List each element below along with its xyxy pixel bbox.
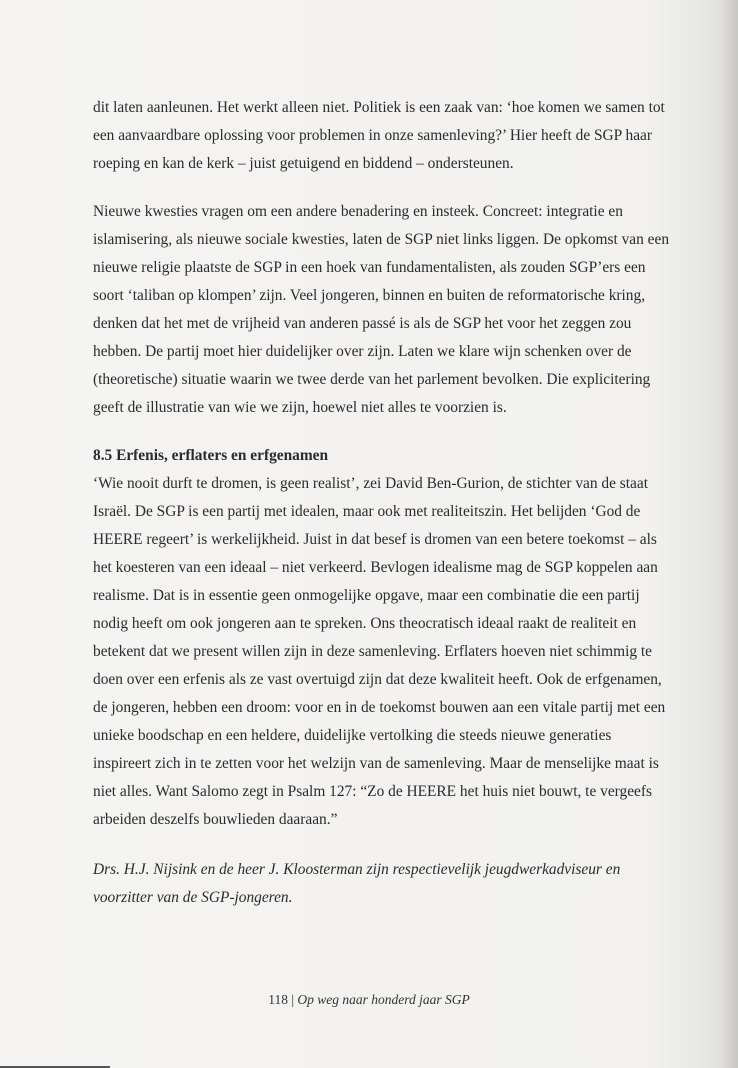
page-number: 118 <box>268 992 288 1007</box>
paragraph-intro: dit laten aanleunen. Het werkt alleen niet. Politiek is een zaak van: ‘hoe komen we samen tot een aanvaardbare oplossing voor problemen in onze samenleving?’ Hier heeft de SGP haar roeping en kan de kerk – juist getuigend en biddend – ondersteunen. <box>93 99 665 172</box>
author-credit: Drs. H.J. Nijsink en de heer J. Kloosterman zijn respectievelijk jeugdwerkadviseur en voorzitter van de SGP-jongeren. <box>93 861 621 906</box>
page-edge-shadow <box>720 0 738 1068</box>
section-body: ‘Wie nooit durft te dromen, is geen realist’, zei David Ben-Gurion, de stichter van de staat Israël. De SGP is een partij met idealen, maar ook met realiteitszin. Het belijden ‘God de HEERE regeert’ is werkelijkheid. Juist in dat besef is dromen van een betere toekomst – als het koesteren van een ideaal – niet verkeerd. Bevlogen idealisme mag de SGP koppelen aan realisme. Dat is in essentie geen onmogelijke opgave, maar een combinatie die een partij nodig heeft om ook jongeren aan te spreken. Ons theocratisch ideaal raakt de realiteit en betekent dat we present willen zijn in deze samenleving. Erflaters hoeven niet schimmig te doen over een erfenis als ze vast overtuigd zijn dat deze kwaliteit heeft. Ook de erfgenamen, de jongeren, hebben een droom: voor en in de toekomst bouwen aan een vitale partij met een unieke boodschap en een heldere, duidelijke vertolking die steeds nieuwe generaties inspireert zich in te zetten voor het welzijn van de samenleving. Maar de menselijke maat is niet alles. Want Salomo zegt in Psalm 127: “Zo de HEERE het huis niet bouwt, te vergeefs arbeiden deszelfs bouwlieden daaraan.” <box>93 475 666 828</box>
footer-separator: | <box>291 992 295 1007</box>
page-footer <box>0 992 738 1008</box>
paragraph-new-issues: Nieuwe kwesties vragen om een andere benadering en insteek. Concreet: integratie en islamisering, als nieuwe sociale kwesties, laten de SGP niet links liggen. De opkomst van een nieuwe religie plaatste de SGP in een hoek van fundamentalisten, als zouden SGP’ers een soort ‘taliban op klompen’ zijn. Veel jongeren, binnen en buiten de reformatorische kring, denken dat het met de vrijheid van anderen passé is als de SGP het voor het zeggen zou hebben. De partij moet hier duidelijker over zijn. Laten we klare wijn schenken over de (theoretische) situatie waarin we twee derde van het parlement bevolken. Die explicitering geeft de illustratie van wie we zijn, hoewel niet alles te voorzien is. <box>93 203 670 416</box>
section-heading: 8.5 Erfenis, erflaters en erfgenamen <box>93 447 329 464</box>
page-body <box>93 94 673 912</box>
book-title: Op weg naar honderd jaar SGP <box>297 992 470 1007</box>
